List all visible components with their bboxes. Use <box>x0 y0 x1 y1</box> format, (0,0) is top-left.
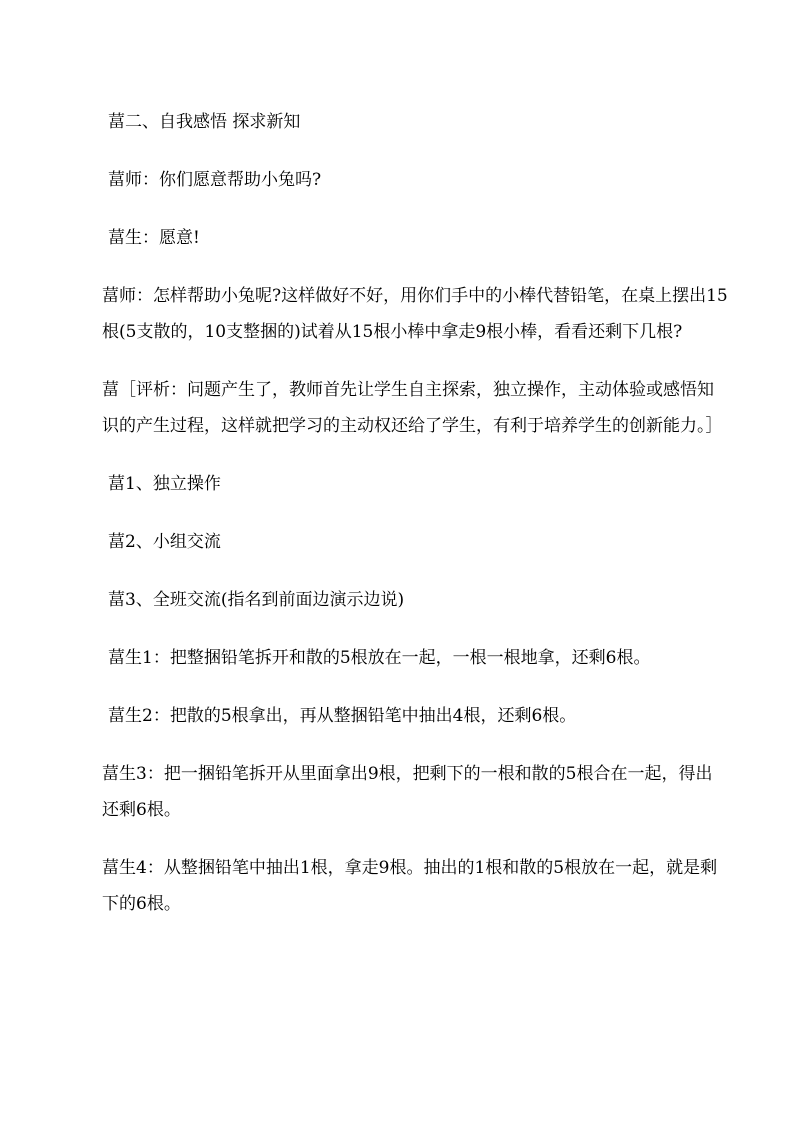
paragraph-commentary: 葍［评析：问题产生了，教师首先让学生自主探索，独立操作，主动体验或感悟知识的产生过程，这样就把学习的主动权还给了学生，有利于培养学生的创新能力。］ <box>102 380 723 436</box>
section-heading: 葍二、自我感悟 探求新知 <box>108 112 301 132</box>
paragraph-step-3: 葍3、全班交流(指名到前面边演示边说) <box>108 590 405 610</box>
document-body <box>102 104 728 944</box>
paragraph-teacher-question: 葍师：你们愿意帮助小兔吗? <box>108 170 322 190</box>
paragraph-student-4: 葍生4：从整捆铅笔中抽出1根，拿走9根。抽出的1根和散的5根放在一起，就是剩下的6根。 <box>102 858 718 914</box>
paragraph-teacher-instruction: 葍师：怎样帮助小兔呢?这样做好不好，用你们手中的小棒代替铅笔，在桌上摆出15根(5支散的，10支整捆的)试着从15根小棒中拿走9根小棒，看看还剩下几根? <box>102 286 728 342</box>
paragraph-student-answer: 葍生：愿意! <box>108 228 200 248</box>
paragraph-step-2: 葍2、小组交流 <box>108 532 221 552</box>
paragraph-student-3: 葍生3：把一捆铅笔拆开从里面拿出9根，把剩下的一根和散的5根合在一起，得出还剩6根。 <box>102 764 713 820</box>
paragraph-student-2: 葍生2：把散的5根拿出，再从整捆铅笔中抽出4根，还剩6根。 <box>108 706 577 726</box>
paragraph-student-1: 葍生1：把整捆铅笔拆开和散的5根放在一起，一根一根地拿，还剩6根。 <box>108 648 651 668</box>
paragraph-step-1: 葍1、独立操作 <box>108 474 221 494</box>
